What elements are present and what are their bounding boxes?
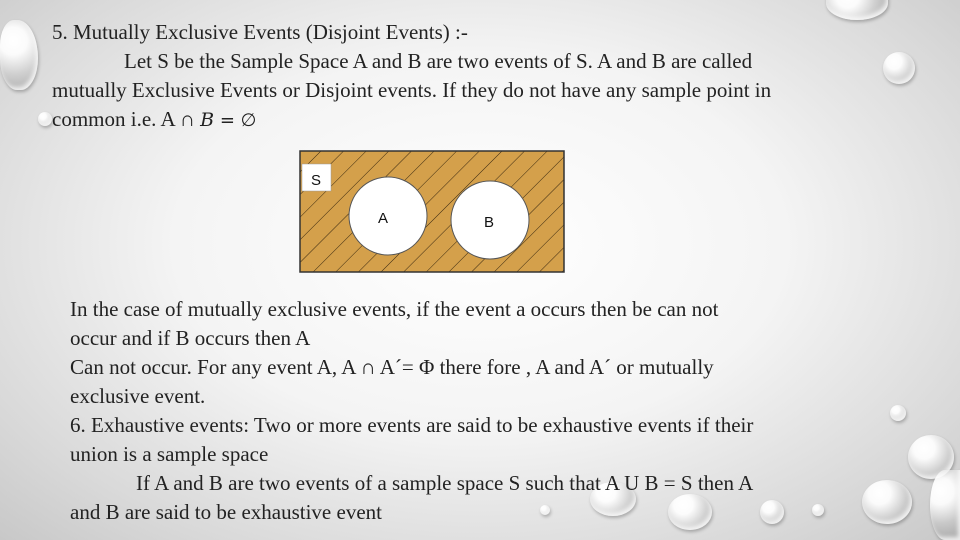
set-a-label: A xyxy=(377,210,389,227)
intro-section xyxy=(52,18,912,135)
body-section xyxy=(70,295,890,527)
math-variable-b: B xyxy=(200,109,215,131)
body-line: If A and B are two events of a sample space S such that A U B = S then A xyxy=(136,471,754,495)
sample-space-label: S xyxy=(310,172,322,189)
body-line: In the case of mutually exclusive events, if the event a occurs then be can not xyxy=(70,297,719,321)
intro-line-with-math xyxy=(52,105,912,135)
body-line: and B are said to be exhaustive event xyxy=(70,500,382,524)
intro-line-text: common i.e. A ∩ xyxy=(52,107,201,131)
body-line: union is a sample space xyxy=(70,442,269,466)
set-b-label: B xyxy=(483,214,495,231)
section-heading-mutually-exclusive: 5. Mutually Exclusive Events (Disjoint Events) :- xyxy=(52,20,468,44)
water-drop-decoration xyxy=(890,405,906,421)
intro-line: Let S be the Sample Space A and B are two events of S. A and B are called xyxy=(124,49,753,73)
water-drop-decoration xyxy=(38,112,52,126)
body-line: Can not occur. For any event A, A ∩ A´= Φ there fore , A and A´ or mutually xyxy=(70,355,714,379)
water-drop-decoration xyxy=(826,0,888,20)
math-empty-set-expression: = ∅ xyxy=(214,110,257,131)
body-line: exclusive event. xyxy=(70,384,206,408)
water-drop-decoration xyxy=(0,20,38,90)
section-heading-exhaustive: 6. Exhaustive events: Two or more events are said to be exhaustive events if their xyxy=(70,413,754,437)
venn-diagram xyxy=(299,150,566,274)
body-line: occur and if B occurs then A xyxy=(70,326,311,350)
water-drop-decoration xyxy=(930,470,960,540)
intro-line: mutually Exclusive Events or Disjoint events. If they do not have any sample point in xyxy=(52,78,772,102)
